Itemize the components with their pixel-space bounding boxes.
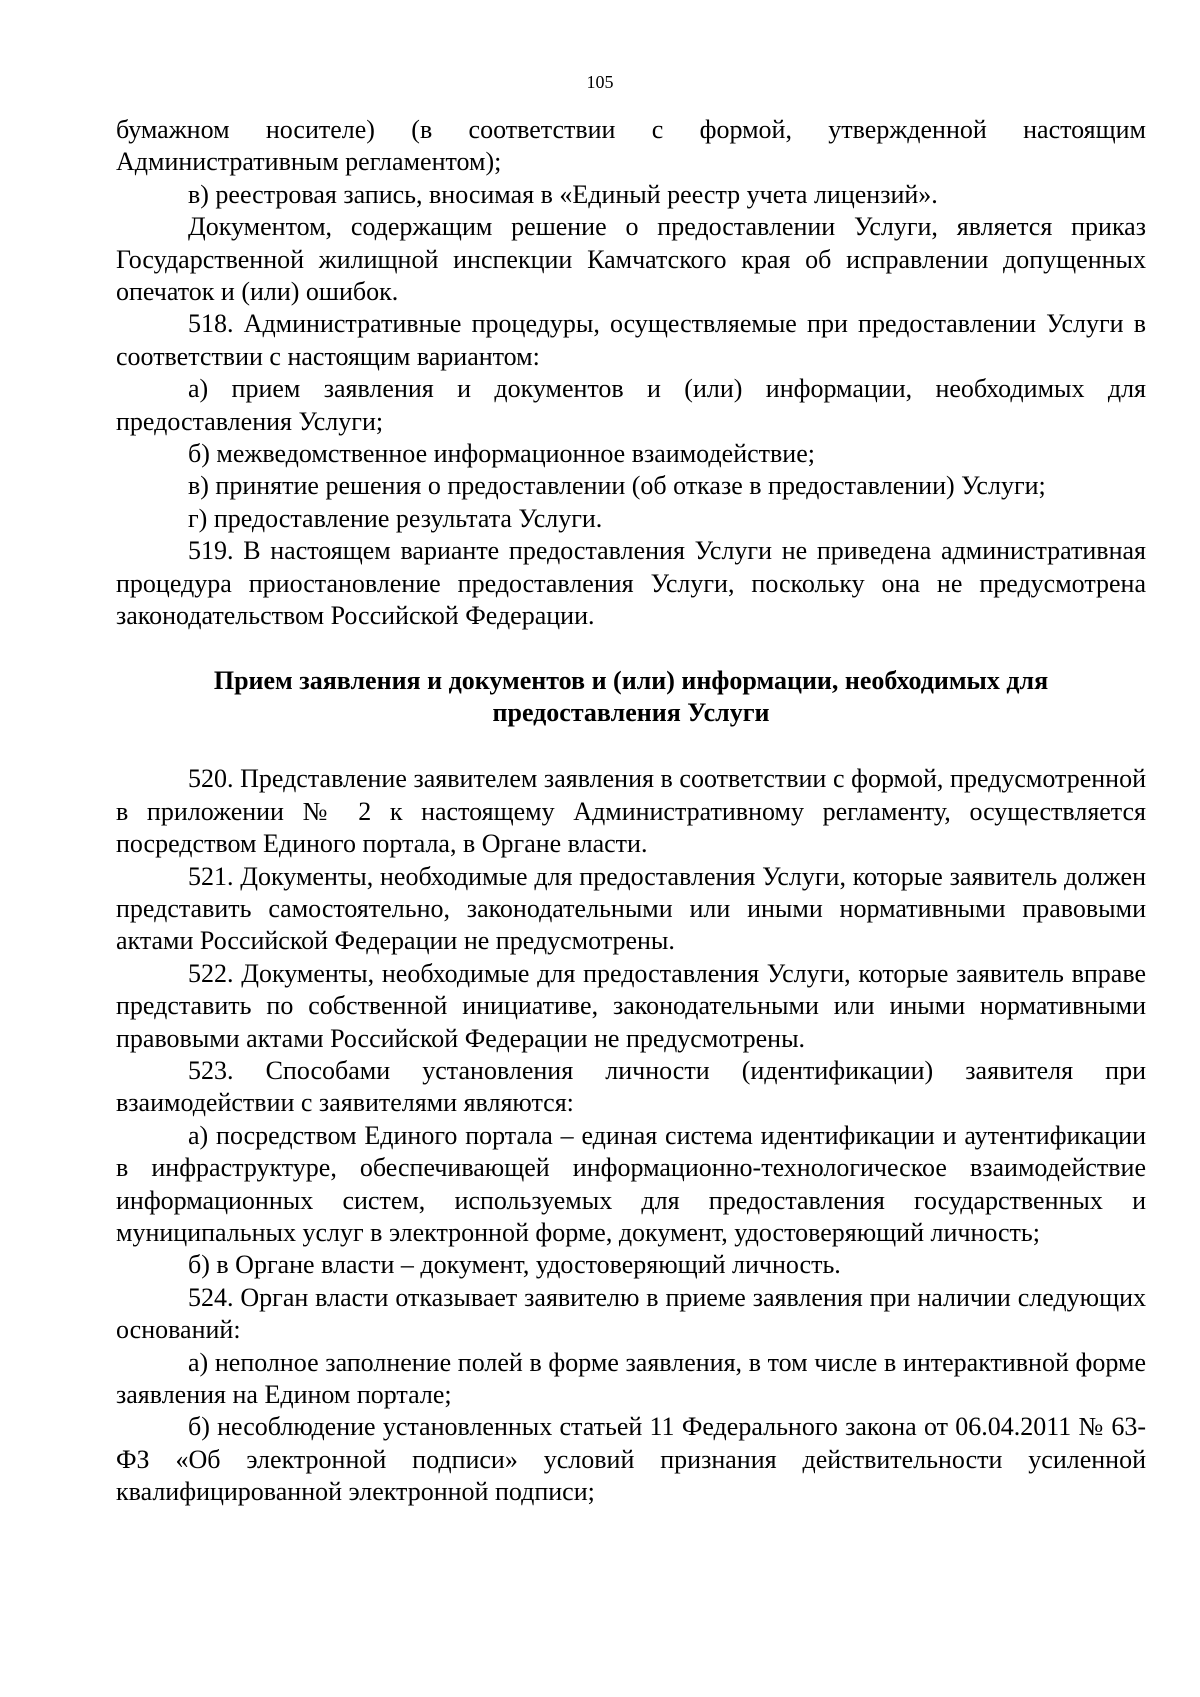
paragraph: б) в Органе власти – документ, удостоверяющий личность. [188, 1250, 841, 1280]
paragraph: г) предоставление результата Услуги. [188, 503, 603, 533]
paragraph: 519. В настоящем варианте предоставления Услуги не приведена административная процедура приостановление предоставления Услуги, поскольку она не предусмотрена законодательством Российской Федерации. [116, 536, 1146, 631]
paragraph: а) прием заявления и документов и (или) информации, необходимых для предоставления Услуги; [116, 374, 1146, 436]
paragraph: 523. Способами установления личности (идентификации) заявителя при взаимодействии с заявителями являются: [116, 1055, 1146, 1118]
section-heading-line-2: предоставления Услуги [492, 697, 770, 727]
paragraph: 522. Документы, необходимые для предоставления Услуги, которые заявитель вправе представить по собственной инициативе, законодательными или иными нормативными правовыми актами Российской Федерации не предусмотрены. [116, 958, 1146, 1053]
paragraph: 521. Документы, необходимые для предоставления Услуги, которые заявитель должен представить самостоятельно, законодательными или иными нормативными правовыми актами Российской Федерации не предусмотрены. [116, 861, 1146, 956]
section-heading-line-1: Прием заявления и документов и (или) информации, необходимых для [213, 665, 1049, 695]
paragraph: в) реестровая запись, вносимая в «Единый реестр учета лицензий». [188, 179, 938, 209]
paragraph: а) посредством Единого портала – единая система идентификации и аутентификации в инфраструктуре, обеспечивающей информационно-технологическое взаимодействие информационных систем, используемых для предоставления государственных и муниципальных услуг в электронной форме, документ, удостоверяющий личность; [116, 1120, 1146, 1247]
section-heading [116, 665, 1146, 730]
paragraphs-before-heading [116, 114, 1146, 633]
document-body [116, 114, 1146, 1509]
paragraph: 518. Административные процедуры, осуществляемые при предоставлении Услуги в соответствии с настоящим вариантом: [116, 309, 1146, 371]
paragraph: б) несоблюдение установленных статьей 11 Федерального закона от 06.04.2011 № 63-ФЗ «Об электронной подписи» условий признания действительности усиленной квалифицированной электронной подписи; [116, 1412, 1146, 1507]
paragraph: 520. Представление заявителем заявления в соответствии с формой, предусмотренной в приложении № 2 к настоящему Административному регламенту, осуществляется посредством Единого портала, в Органе власти. [116, 764, 1146, 859]
paragraph: а) неполное заполнение полей в форме заявления, в том числе в интерактивной форме заявления на Едином портале; [116, 1347, 1146, 1410]
paragraph: 524. Орган власти отказывает заявителю в приеме заявления при наличии следующих оснований: [116, 1282, 1146, 1345]
page-number: 105 [586, 72, 614, 92]
paragraph: б) межведомственное информационное взаимодействие; [188, 439, 815, 469]
paragraph: Документом, содержащим решение о предоставлении Услуги, является приказ Государственной жилищной инспекции Камчатского края об исправлении допущенных опечаток и (или) ошибок. [116, 212, 1146, 307]
paragraph: в) принятие решения о предоставлении (об отказе в предоставлении) Услуги; [188, 471, 1046, 501]
paragraphs-after-heading [116, 763, 1146, 1508]
paragraph: бумажном носителе) (в соответствии с формой, утвержденной настоящим Административным регламентом); [116, 115, 1146, 177]
